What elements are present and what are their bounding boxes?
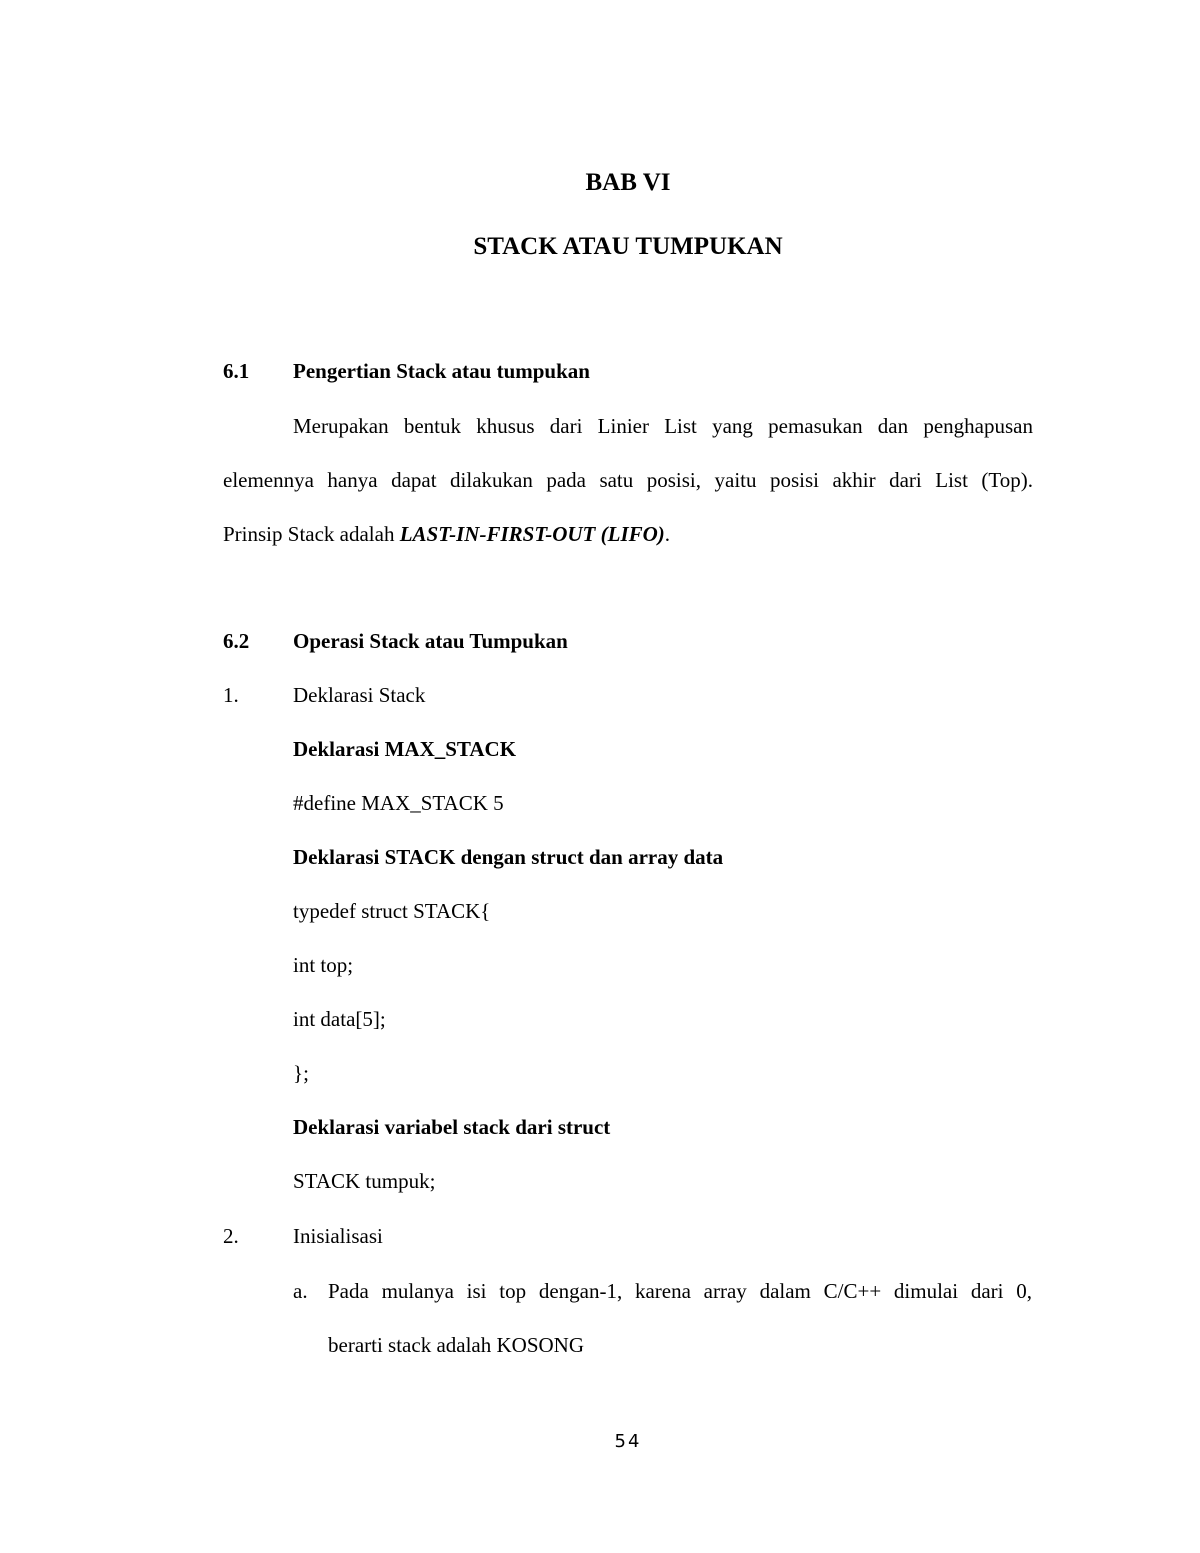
struct-heading: Deklarasi STACK dengan struct dan array data [293, 845, 724, 869]
chapter-subtitle: STACK ATAU TUMPUKAN [473, 233, 783, 260]
lifo-prefix: Prinsip Stack adalah [223, 522, 400, 546]
section-1-paragraph-line-3 [223, 520, 670, 548]
section-2-heading: Operasi Stack atau Tumpukan [293, 629, 568, 653]
section-1-heading: Pengertian Stack atau tumpukan [293, 359, 590, 383]
list-item-2-number: 2. [223, 1224, 239, 1248]
variable-code: STACK tumpuk; [293, 1169, 436, 1193]
max-stack-code: #define MAX_STACK 5 [293, 791, 504, 815]
struct-code-line-3: int data[5]; [293, 1007, 386, 1031]
struct-code-line-1: typedef struct STACK{ [293, 899, 491, 923]
list-item-1-number: 1. [223, 683, 239, 707]
sub-item-a-marker: a. [293, 1279, 308, 1303]
lifo-suffix: . [664, 522, 671, 546]
section-1-paragraph-line-2: elemennya hanya dapat dilakukan pada satu posisi, yaitu posisi akhir dari List (Top). [223, 468, 1033, 492]
struct-code-line-4: }; [293, 1061, 309, 1085]
variable-heading: Deklarasi variabel stack dari struct [293, 1115, 611, 1139]
list-item-1-label: Deklarasi Stack [293, 683, 426, 707]
section-2-number: 6.2 [223, 629, 250, 653]
section-1-number: 6.1 [223, 359, 250, 383]
page-number: 54 [614, 1431, 642, 1452]
list-item-2-label: Inisialisasi [293, 1224, 383, 1248]
section-1-paragraph-line-1: Merupakan bentuk khusus dari Linier List yang pemasukan dan penghapusan [293, 414, 1033, 438]
struct-code-line-2: int top; [293, 953, 354, 977]
sub-item-a-line-2: berarti stack adalah KOSONG [328, 1333, 584, 1357]
chapter-title: BAB VI [585, 169, 671, 196]
max-stack-heading: Deklarasi MAX_STACK [293, 737, 517, 761]
lifo-emphasis: LAST-IN-FIRST-OUT (LIFO) [399, 522, 665, 546]
sub-item-a-line-1: Pada mulanya isi top dengan-1, karena array dalam C/C++ dimulai dari 0, [328, 1279, 1032, 1303]
